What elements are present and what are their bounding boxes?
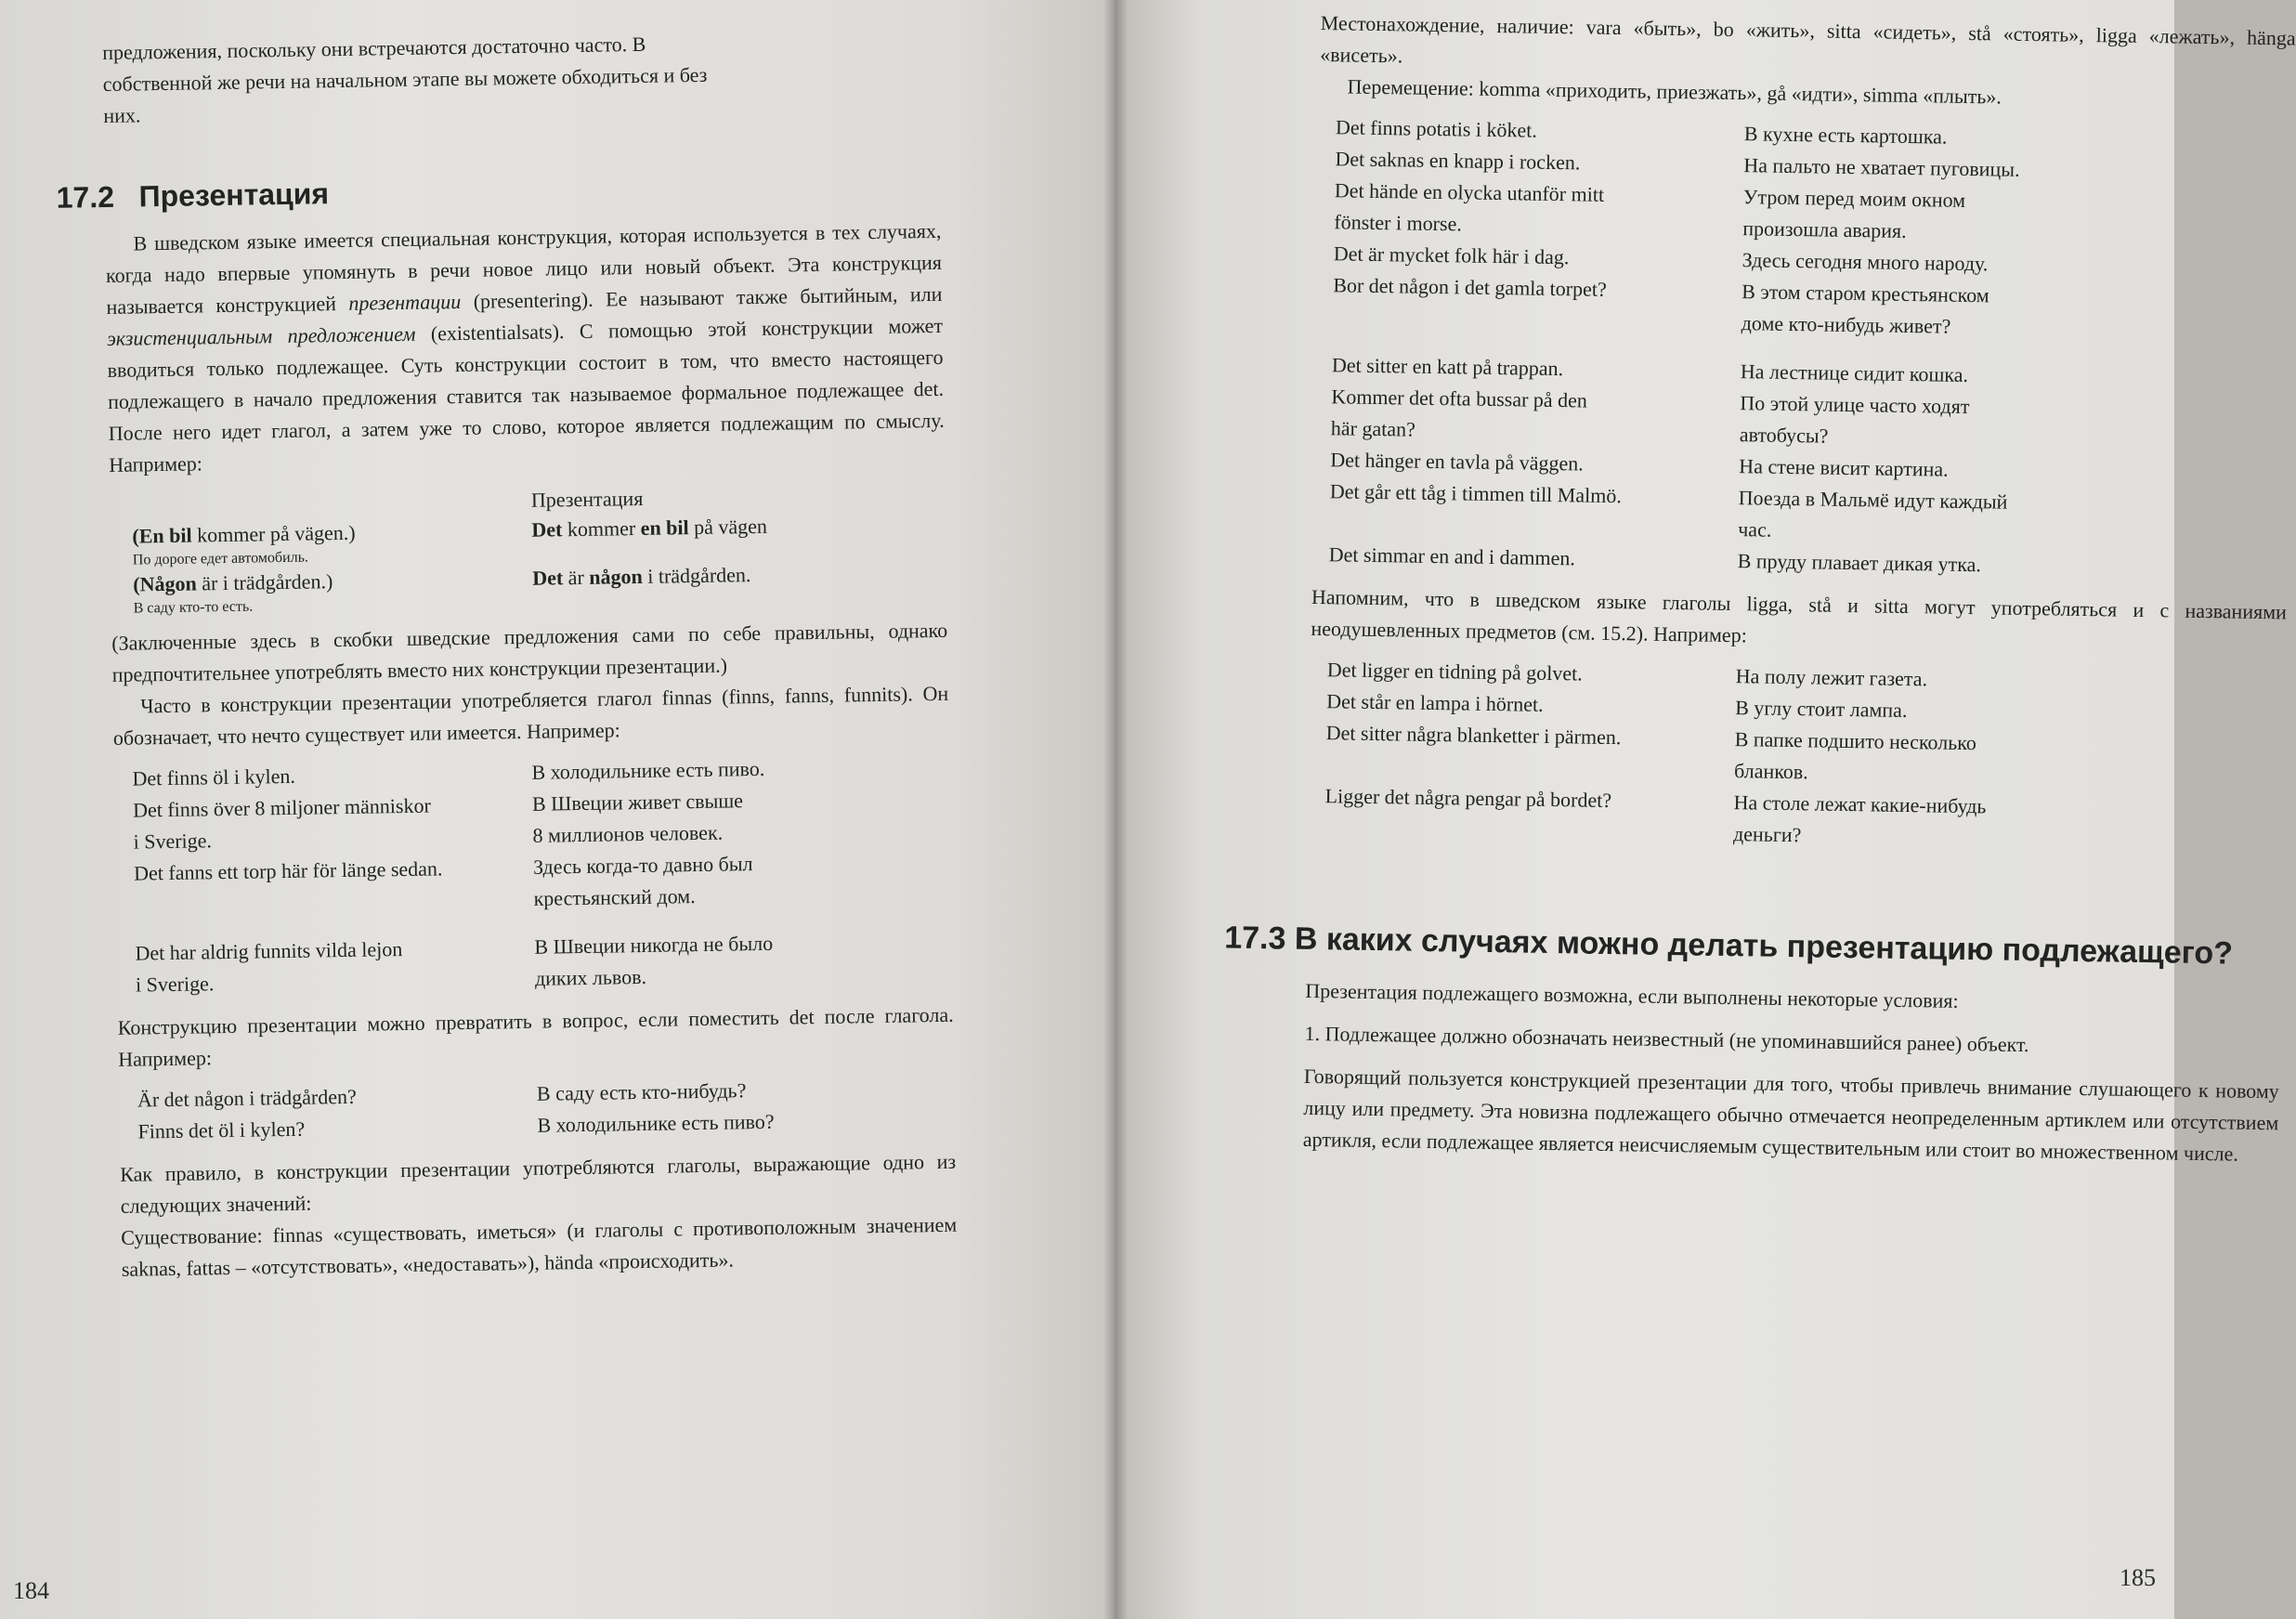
example-sv: Det står en lampa i hörnet. — [1326, 689, 1544, 716]
example-ru: На полу лежит газета. — [1735, 664, 1928, 691]
presentation-column-label: Презентация — [530, 486, 644, 512]
example-sv: Det ligger en tidning på golvet. — [1326, 658, 1583, 685]
examples-questions — [137, 1072, 956, 1148]
examples-finnas — [132, 751, 953, 1001]
example-ru: крестьянский дом. — [533, 884, 696, 910]
example-sv: fönster i morse. — [1334, 210, 1463, 236]
example-ru: произошла авария. — [1742, 216, 1907, 242]
example-ru: Утром перед моим окном — [1742, 185, 1966, 212]
examples-verbs — [1328, 111, 2294, 585]
example-sv: Det finns öl i kylen. — [132, 764, 296, 790]
example-ru: В кухне есть картошка. — [1743, 122, 1948, 149]
example-sv: Det finns potatis i köket. — [1335, 115, 1538, 142]
example-sv: Ligger det några pengar på bordet? — [1324, 784, 1612, 813]
example-sv: Det har aldrig funnits vilda lejon — [135, 937, 403, 965]
example-ru: Здесь когда-то давно был — [532, 852, 753, 879]
example-ru: 8 миллионов человек. — [532, 820, 724, 847]
paragraph-location: Местонахождение, наличие: vara «быть», bo «жить», sitta «сидеть», stå «стоять», ligga «лежать», hänga «висеть». — [1320, 10, 2296, 68]
paragraph-conditions: Презентация подлежащего возможна, если выполнены некоторые условия: — [1305, 978, 1959, 1012]
paragraph-finnas: Часто в конструкции презентации употребляется глагол finnas (finns, fanns, funnits). Он обозначает, что нечто существует или имеется. Например: — [112, 681, 949, 750]
example-presentation-2: Det är någon i trädgården. — [532, 563, 751, 590]
section-heading-17-2 — [56, 165, 941, 216]
example-sv: i Sverige. — [135, 972, 215, 997]
example-ru: диких львов. — [534, 964, 647, 990]
example-ru: На пальто не хватает пуговицы. — [1743, 153, 2020, 181]
example-ru: В Швеции никогда не было — [534, 931, 774, 959]
book-gutter — [1103, 0, 1128, 1619]
example-gloss-1: По дороге едет автомобиль. — [132, 549, 309, 568]
example-sv: Det är mycket folk här i dag. — [1333, 242, 1570, 269]
page-number-left: 184 — [13, 1577, 49, 1604]
section-number: 17.3 — [1223, 920, 1286, 957]
paragraph-question-form: Конструкцию презентации можно превратить в вопрос, если поместить det после глагола. Например: — [117, 1002, 954, 1071]
example-ru: В пруду плавает дикая утка. — [1737, 549, 1982, 577]
paragraph-movement: Перемещение: komma «приходить, приезжать», gå «идти», simma «плыть». — [1347, 74, 2002, 109]
example-sv: Det sitter några blanketter i pärmen. — [1325, 721, 1622, 750]
paragraph-parentheses-note: (Заключенные здесь в скобки шведские предложения сами по себе правильны, однако предпочтительнее употреблять вместо них конструкции презентации.) — [111, 618, 948, 686]
example-ru: Здесь сегодня много народу. — [1742, 248, 1989, 276]
example-plain-2: (Någon är i trädgården.) В саду кто-то есть. — [133, 564, 533, 619]
example-presentation-1: Det kommer en bil på vägen — [531, 514, 768, 542]
left-page-content — [56, 24, 958, 1286]
example-ru: В этом старом крестьянском — [1742, 280, 1989, 307]
right-page — [1115, 0, 2296, 1619]
example-ru: На стене висит картина. — [1739, 454, 1949, 481]
example-sv: Det går ett tåg i timmen till Malmö. — [1329, 479, 1623, 508]
section-title: В каких случаях можно делать презентацию подлежащего? — [1294, 920, 2234, 972]
paragraph-presentation-definition: В шведском языке имеется специальная конструкция, которая используется в тех случаях, когда надо впервые упомянуть в речи новое лицо или новый объект. Эта конструкция называется конструкцией презентации (presentering). Ее называют также бытийным, или экзистенциальным предложением (existentialsats). С помощью этой конструкции может вводиться только подлежащее. Суть конструкции состоит в том, что вместо настоящего подлежащего в начало предложения ставится так называемое формальное подлежащее det. После него идет глагол, а затем уже то слово, которое является подлежащим по смыслу. Например: — [105, 218, 945, 477]
example-ru: На столе лежат какие-нибудь — [1733, 790, 1987, 818]
example-plain-1: (En bil kommer på vägen.) По дороге едет автомобиль. — [132, 516, 532, 570]
example-sv: Är det någon i trädgården? — [137, 1084, 357, 1112]
example-sv: Det finns över 8 miljoner människor — [132, 793, 432, 822]
example-ru: бланков. — [1733, 759, 1808, 784]
example-sv: Det simmar en and i dammen. — [1328, 542, 1576, 570]
example-ru: В папке подшито несколько — [1734, 727, 1977, 755]
paragraph-verb-meanings: Как правило, в конструкции презентации употребляются глаголы, выражающие одно из следующих значений: — [120, 1149, 957, 1218]
example-ru: автобусы? — [1739, 423, 1829, 448]
example-ru: Поезда в Мальмё идут каждый — [1738, 486, 2008, 514]
example-sv: Det hände en olycka utanför mitt — [1334, 178, 1605, 206]
example-sv: Kommer det ofta bussar på den — [1331, 385, 1588, 412]
example-gloss-2: В саду кто-то есть. — [133, 598, 254, 617]
example-sv: Bor det någon i det gamla torpet? — [1333, 273, 1607, 301]
right-page-content — [1223, 7, 2296, 1170]
example-sv: Det saknas en knapp i rocken. — [1335, 147, 1581, 175]
example-sv: Det sitter en katt på trappan. — [1331, 353, 1564, 381]
examples-inanimate — [1324, 654, 2286, 858]
section-number: 17.2 — [56, 179, 115, 215]
left-page — [0, 0, 1115, 1619]
example-ru: доме кто-нибудь живет? — [1741, 311, 1951, 338]
condition-1: 1. Подлежащее должно обозначать неизвестный (не упоминавшийся ранее) объект. — [1304, 1021, 2029, 1057]
section-heading-17-3 — [1224, 916, 2282, 975]
paragraph-novelty: Говорящий пользуется конструкцией презентации для того, чтобы привлечь внимание слушающего к новому лицу или предмету. Эта новизна подлежащего обычно отмечается неопределенным артиклем или отсутствием артикля, если подлежащее является неисчисляемым существительным или стоит во множественном числе. — [1302, 1064, 2279, 1166]
example-ru: В Швеции живет свыше — [531, 789, 744, 816]
example-sv: Det hänger en tavla på väggen. — [1330, 448, 1584, 476]
paragraph-existence: Существование: finnas «существовать, иметься» (и глаголы с противоположным значением saknas, fattas – «отсутствовать», «недоставать»), hända «происходить». — [121, 1212, 958, 1281]
example-ru: На лестнице сидит кошка. — [1740, 359, 1969, 386]
presentation-examples — [132, 479, 947, 619]
example-sv: Finns det öl i kylen? — [137, 1116, 306, 1143]
intro-paragraph: предложения, поскольку они встречаются достаточно часто. В собственной же речи на начальном этапе вы можете обходиться и без них. — [102, 32, 708, 127]
example-sv: Det fanns ett torp här för länge sedan. — [133, 856, 443, 885]
paragraph-inanimate-verbs: Напомним, что в шведском языке глаголы ligga, stå и sitta могут употребляться и с названиями неодушевленных предметов (см. 15.2). Например: — [1311, 584, 2288, 647]
example-sv: här gatan? — [1330, 416, 1416, 441]
example-ru: По этой улице часто ходят — [1740, 391, 1970, 419]
example-sv — [1324, 812, 1733, 850]
example-ru: В углу стоит лампа. — [1735, 696, 1908, 723]
example-ru: час. — [1738, 517, 1772, 542]
example-sv: i Sverige. — [133, 829, 213, 854]
section-title: Презентация — [138, 176, 330, 214]
example-ru: В саду есть кто-нибудь? — [536, 1078, 747, 1105]
example-ru: В холодильнике есть пиво. — [531, 756, 765, 784]
page-number-right: 185 — [2120, 1564, 2156, 1591]
example-ru: В холодильнике есть пиво? — [537, 1109, 775, 1137]
example-ru: деньги? — [1732, 822, 1802, 847]
